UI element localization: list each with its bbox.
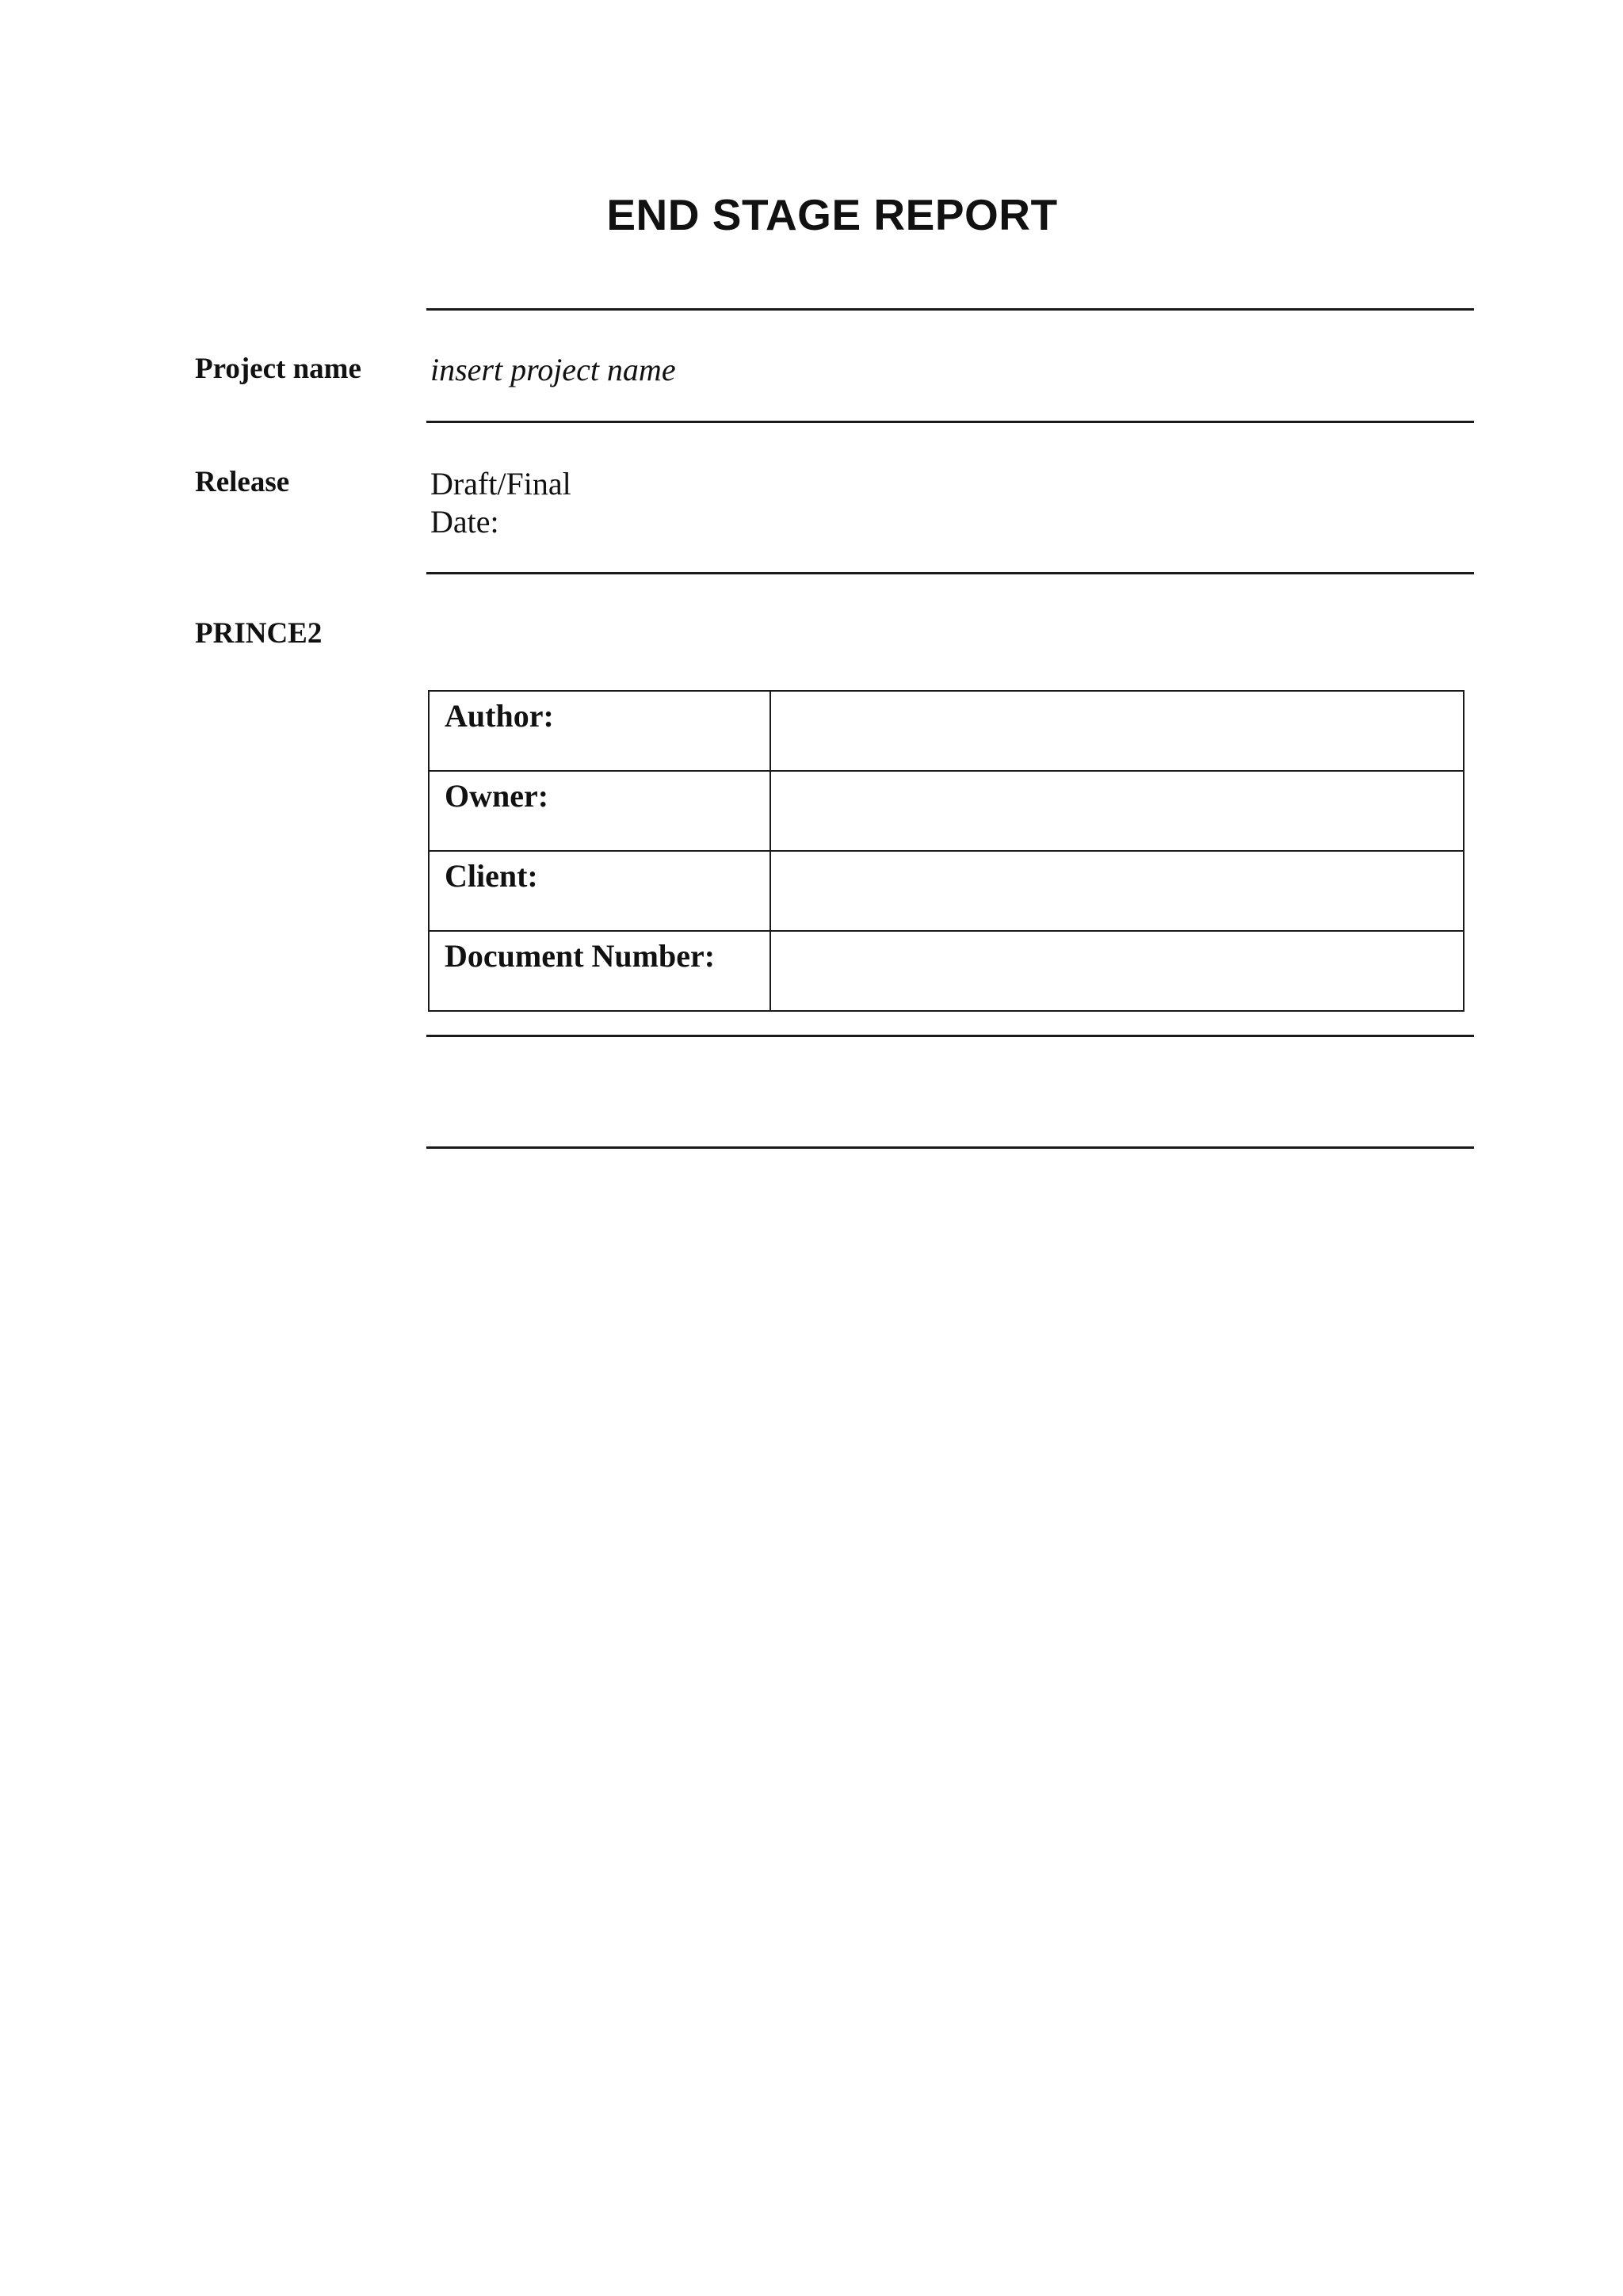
release-label: Release bbox=[195, 466, 290, 498]
project-name-label: Project name bbox=[195, 353, 361, 385]
client-value-cell bbox=[770, 851, 1464, 931]
release-date-value: Date: bbox=[430, 504, 499, 540]
divider-rule-1 bbox=[426, 308, 1474, 311]
document-number-label: Document Number: bbox=[429, 931, 770, 1011]
table-row bbox=[429, 691, 1464, 771]
author-value-cell bbox=[770, 691, 1464, 771]
divider-rule-4 bbox=[426, 1035, 1474, 1037]
document-title: END STAGE REPORT bbox=[606, 190, 1058, 239]
client-label: Client: bbox=[429, 851, 770, 931]
divider-rule-3 bbox=[426, 572, 1474, 574]
table-row bbox=[429, 931, 1464, 1011]
author-label: Author: bbox=[429, 691, 770, 771]
document-info-table bbox=[428, 690, 1465, 1012]
table-row bbox=[429, 851, 1464, 931]
table-row bbox=[429, 771, 1464, 851]
divider-rule-2 bbox=[426, 421, 1474, 423]
owner-value-cell bbox=[770, 771, 1464, 851]
owner-label: Owner: bbox=[429, 771, 770, 851]
method-label: PRINCE2 bbox=[195, 617, 323, 650]
document-number-value-cell bbox=[770, 931, 1464, 1011]
project-name-value: insert project name bbox=[430, 352, 676, 387]
divider-rule-5 bbox=[426, 1146, 1474, 1149]
release-status-value: Draft/Final bbox=[430, 466, 571, 502]
